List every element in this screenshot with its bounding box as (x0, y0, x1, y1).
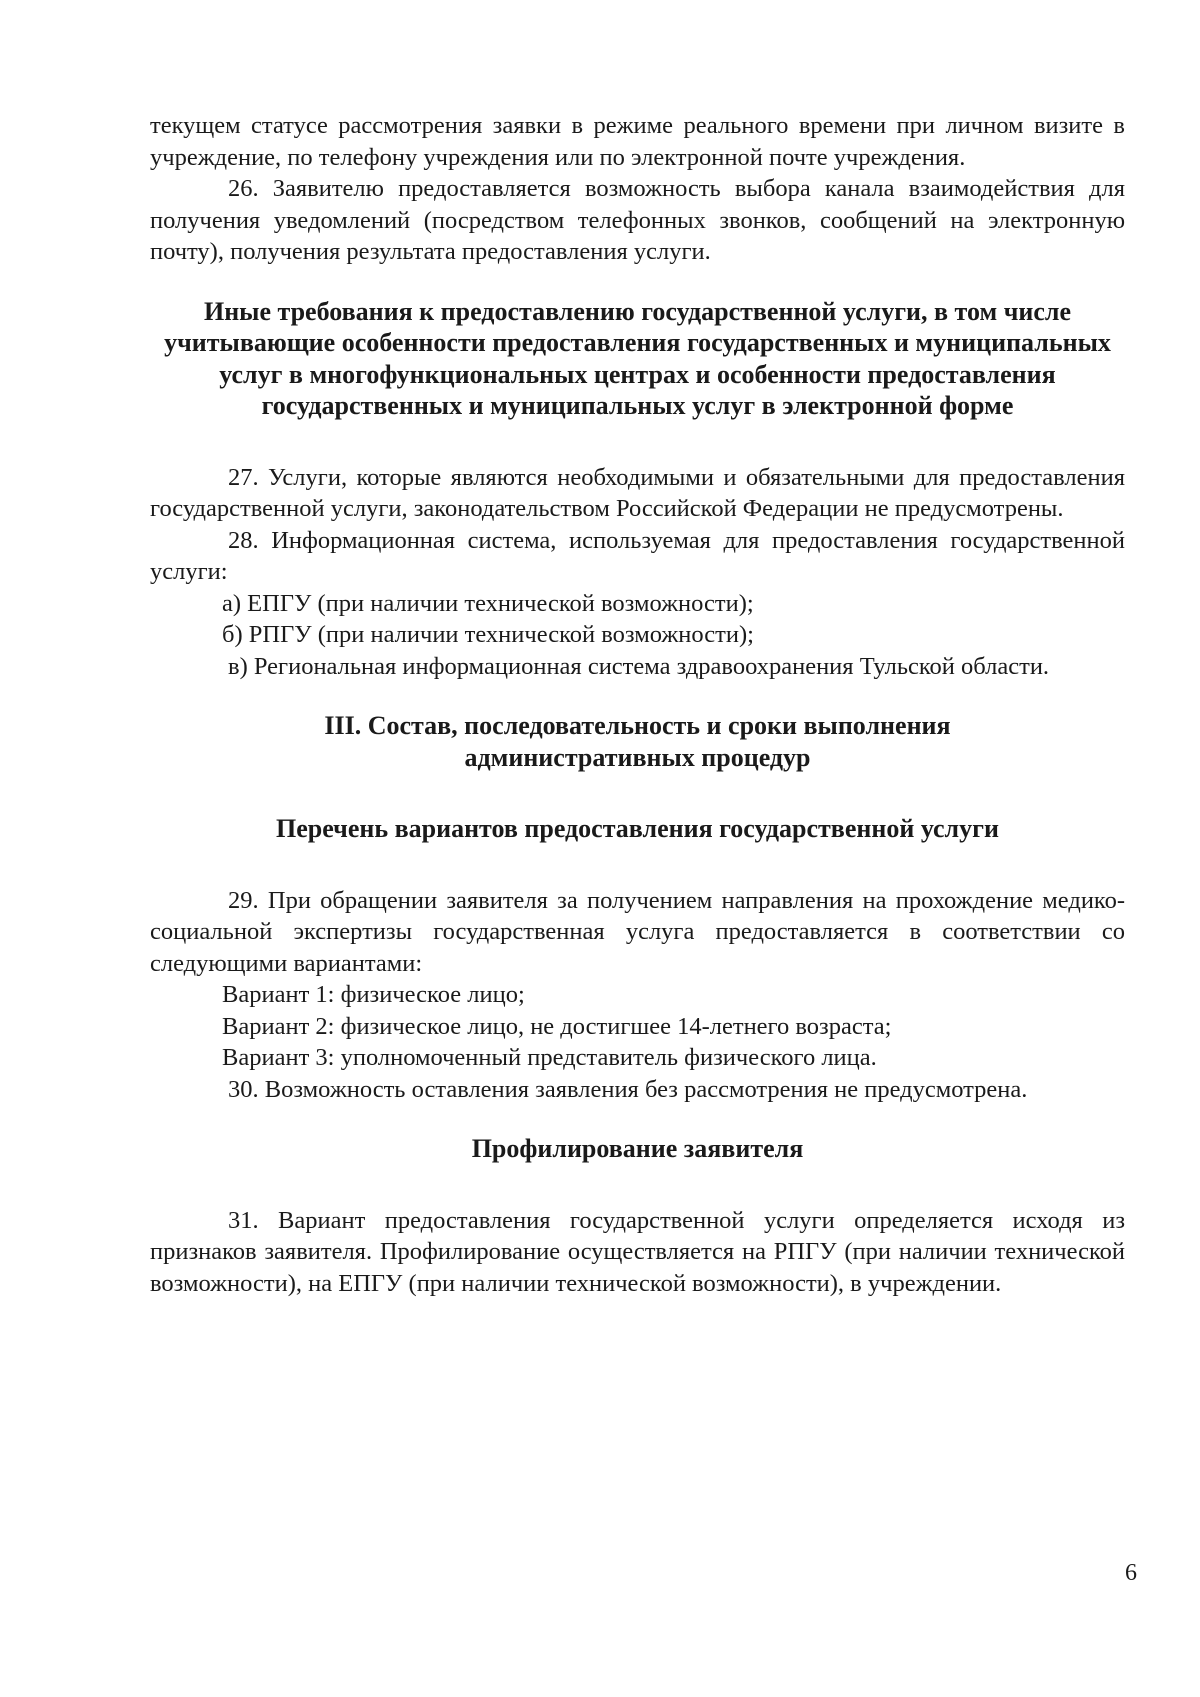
paragraph-continuation: текущем статусе рассмотрения заявки в режиме реального времени при личном визите в учреждение, по телефону учреждения или по электронной почте учреждения. (150, 112, 1125, 171)
paragraph-31: 31. Вариант предоставления государственной услуги определяется исходя из признаков заявителя. Профилирование осуществляется на РПГУ (при наличии технической возможности), на ЕПГУ (при наличии технической возможности), в учреждении. (150, 1206, 1125, 1297)
paragraph-30: 30. Возможность оставления заявления без рассмотрения не предусмотрена. (228, 1075, 1028, 1103)
heading-variants-list: Перечень вариантов предоставления государственной услуги (276, 814, 999, 843)
page-number: 6 (1125, 1560, 1137, 1586)
variant-2: Вариант 2: физическое лицо, не достигшее 14-летнего возраста; (222, 1012, 892, 1040)
paragraph-27: 27. Услуги, которые являются необходимыми и обязательными для предоставления государственной услуги, законодательством Российской Федерации не предусмотрены. (150, 463, 1125, 522)
variant-3: Вариант 3: уполномоченный представитель физического лица. (222, 1044, 877, 1071)
page-content (150, 110, 1125, 1299)
heading-other-requirements: Иные требования к предоставлению государственной услуги, в том числе учитывающие особенности предоставления государственных и муниципальных услуг в многофункциональных центрах и особенности предоставления государственных и муниципальных услуг в электронной форме (164, 296, 1111, 420)
heading-profiling: Профилирование заявителя (471, 1134, 804, 1163)
variant-1: Вариант 1: физическое лицо; (222, 981, 525, 1008)
paragraph-29: 29. При обращении заявителя за получением направления на прохождение медико-социальной экспертизы государственная услуга предоставляется в соответствии со следующими вариантами: (150, 886, 1125, 977)
list-item-28b: б) РПГУ (при наличии технической возможности); (222, 621, 754, 648)
heading-section-3-line2: административных процедур (464, 742, 811, 772)
paragraph-26: 26. Заявителю предоставляется возможность выбора канала взаимодействия для получения уведомлений (посредством телефонных звонков, сообщений на электронную почту), получения результата предоставления услуги. (150, 175, 1125, 265)
list-item-28c: в) Региональная информационная система здравоохранения Тульской области. (228, 652, 1050, 680)
list-item-28a: а) ЕПГУ (при наличии технической возможности); (222, 589, 754, 617)
heading-section-3-line1: III. Состав, последовательность и сроки выполнения (324, 711, 951, 740)
paragraph-28: 28. Информационная система, используемая для предоставления государственной услуги: (150, 526, 1125, 585)
heading-section-3 (150, 710, 1125, 773)
